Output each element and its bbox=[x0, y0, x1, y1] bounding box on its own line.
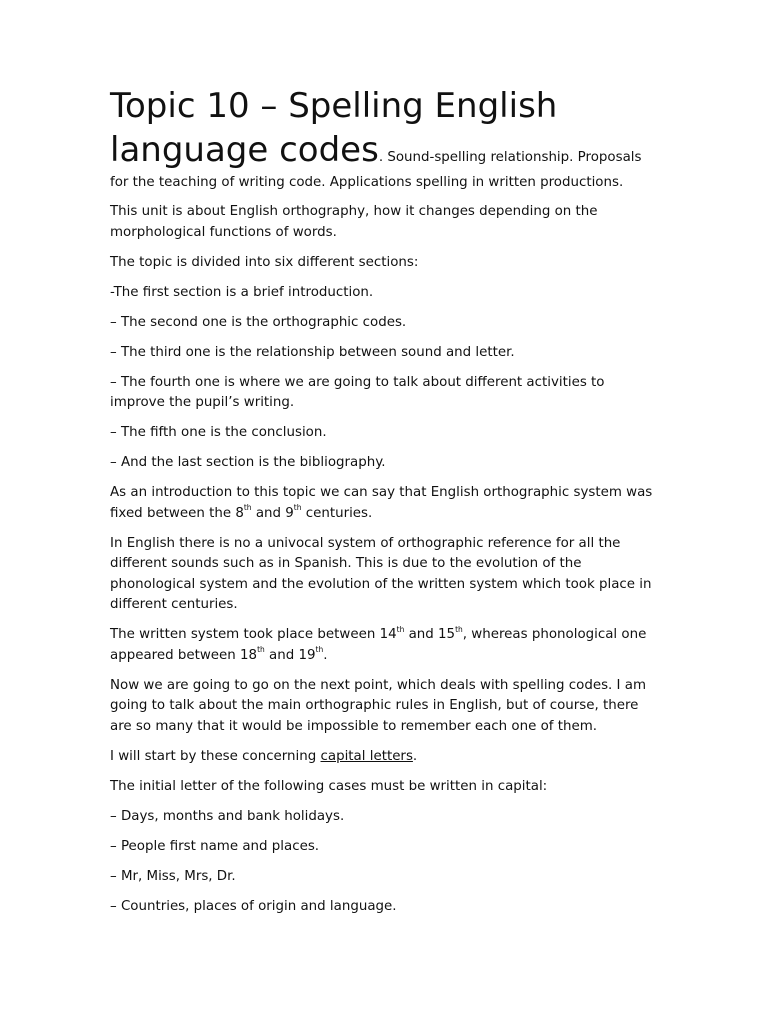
title-block bbox=[110, 84, 658, 193]
text-run: I will start by these concerning bbox=[110, 748, 321, 764]
title-subtitle: . Sound-spelling relationship. Proposals for the teaching of writing code. Applications spelling in written productions. bbox=[110, 150, 642, 190]
paragraph-initial: The initial letter of the following cases must be written in capital: bbox=[110, 778, 548, 794]
capital-case-item: – Countries, places of origin and language. bbox=[110, 898, 397, 914]
section-item: -The first section is a brief introduction. bbox=[110, 284, 374, 300]
text-run: The written system took place between 14 bbox=[110, 627, 397, 642]
superscript: th bbox=[315, 645, 324, 655]
superscript: th bbox=[293, 503, 302, 513]
text-run: As an introduction to this topic we can say that English orthographic system was fixed between the 8 bbox=[110, 485, 653, 521]
superscript: th bbox=[455, 624, 463, 634]
text-run: , whereas phonological one appeared between 18 bbox=[110, 627, 647, 663]
text-run: and 9 bbox=[251, 505, 294, 521]
capital-case-item: – Days, months and bank holidays. bbox=[110, 808, 345, 824]
section-item: – The fifth one is the conclusion. bbox=[110, 425, 327, 440]
section-item: – The third one is the relationship between sound and letter. bbox=[110, 344, 515, 360]
superscript: th bbox=[396, 624, 405, 634]
page-title: Topic 10 – Spelling English language codes bbox=[110, 86, 558, 170]
paragraph-written bbox=[110, 625, 658, 666]
capital-case-item: – People first name and places. bbox=[110, 838, 320, 854]
paragraph-intro: This unit is about English orthography, how it changes depending on the morphological functions of words. bbox=[110, 204, 598, 240]
section-item: – The second one is the orthographic codes. bbox=[110, 314, 407, 330]
paragraph-univocal: In English there is no a univocal system of orthographic reference for all the different sounds such as in Spanish. This is due to the evolution of the phonological system and the evolution of the written system which took place in different centuries. bbox=[110, 535, 652, 612]
capital-letters-link[interactable]: capital letters bbox=[320, 748, 413, 764]
text-run: and 15 bbox=[404, 627, 456, 642]
text-run: . bbox=[412, 748, 418, 764]
text-run: . bbox=[323, 647, 328, 663]
text-run: and 19 bbox=[264, 647, 316, 663]
paragraph-next: Now we are going to go on the next point, which deals with spelling codes. I am going to talk about the main orthographic rules in English, but of course, there are so many that it would be impossible to remember each one of them. bbox=[110, 677, 647, 734]
paragraph-fixed bbox=[110, 483, 658, 524]
section-item: – And the last section is the bibliography. bbox=[110, 455, 386, 470]
superscript: th bbox=[257, 645, 265, 655]
section-item: – The fourth one is where we are going to talk about different activities to improve the pupil’s writing. bbox=[110, 374, 605, 410]
paragraph-divided: The topic is divided into six different sections: bbox=[110, 254, 419, 270]
capital-case-item: – Mr, Miss, Mrs, Dr. bbox=[110, 868, 236, 884]
text-run: centuries. bbox=[301, 505, 373, 521]
paragraph-start bbox=[110, 747, 658, 768]
superscript: th bbox=[243, 503, 252, 513]
